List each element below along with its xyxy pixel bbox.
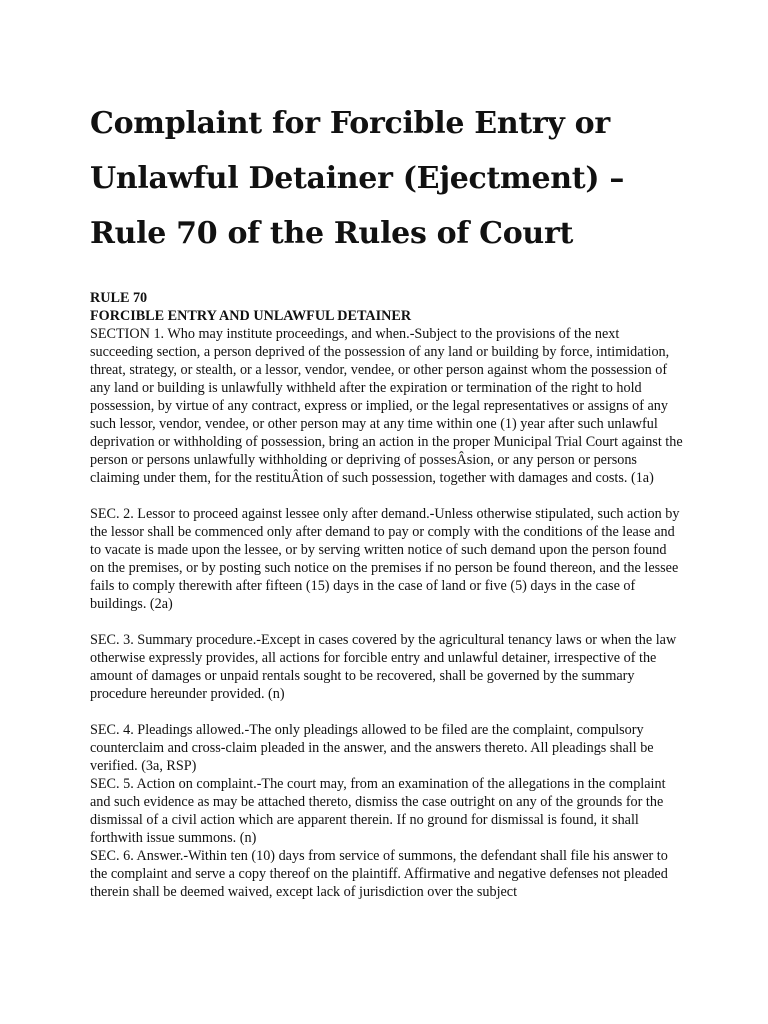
document-page <box>90 96 684 901</box>
rule-title: FORCIBLE ENTRY AND UNLAWFUL DETAINER <box>90 308 412 324</box>
section-2-paragraph: SEC. 2. Lessor to proceed against lessee only after demand.-Unless otherwise stipulated, such action by the lessor shall be commenced only after demand to pay or comply with the conditions of the lease and to vacate is made upon the lessee, or by serving written notice of such demand upon the person found on the premises, or by posting such notice on the premises if no person be found thereon, and the lessee fails to comply therewith after fifteen (15) days in the case of land or five (5) days in the case of buildings. (2a) <box>90 506 680 612</box>
section-3-paragraph: SEC. 3. Summary procedure.-Except in cases covered by the agricultural tenancy laws or when the law otherwise expressly provides, all actions for forcible entry and unlawful detainer, irrespective of the amount of damages or unpaid rentals sought to be recovered, shall be governed by the summary procedure hereunder provided. (n) <box>90 632 677 702</box>
document-title: Complaint for Forcible Entry or Unlawful Detainer (Ejectment) – Rule 70 of the Rules of Court <box>90 106 625 251</box>
document-body <box>90 289 684 901</box>
section-6-paragraph: SEC. 6. Answer.-Within ten (10) days from service of summons, the defendant shall file his answer to the complaint and serve a copy thereof on the plaintiff. Affirmative and negative defenses not pleaded therein shall be deemed waived, except lack of jurisdiction over the subject <box>90 848 668 900</box>
section-5-paragraph: SEC. 5. Action on complaint.-The court may, from an examination of the allegations in the complaint and such evidence as may be attached thereto, dismiss the case outright on any of the grounds for the dismissal of a civil action which are apparent therein. If no ground for dismissal is found, it shall forthwith issue summons. (n) <box>90 776 666 846</box>
section-4-paragraph: SEC. 4. Pleadings allowed.-The only pleadings allowed to be filed are the complaint, compulsory counterclaim and cross-claim pleaded in the answer, and the answers thereto. All pleadings shall be verified. (3a, RSP) <box>90 722 654 774</box>
section-1-paragraph: SECTION 1. Who may institute proceedings, and when.-Subject to the provisions of the next succeeding section, a person deprived of the possession of any land or building by force, intimidation, threat, strategy, or stealth, or a lessor, vendor, vendee, or other person against whom the possession of any land or building is unlawfully withheld after the expiration or termination of the right to hold possession, by virtue of any contract, express or implied, or the legal representatives or assigns of any such lessor, vendor, vendee, or other person may at any time within one (1) year after such unlawful deprivation or withholding of possession, bring an action in the proper Municipal Trial Court against the person or persons unlawfully withholding or depriving of possesÂsion, or any person or persons claiming under them, for the restituÂtion of such possession, together with damages and costs. (1a) <box>90 326 683 486</box>
rule-number: RULE 70 <box>90 290 148 306</box>
